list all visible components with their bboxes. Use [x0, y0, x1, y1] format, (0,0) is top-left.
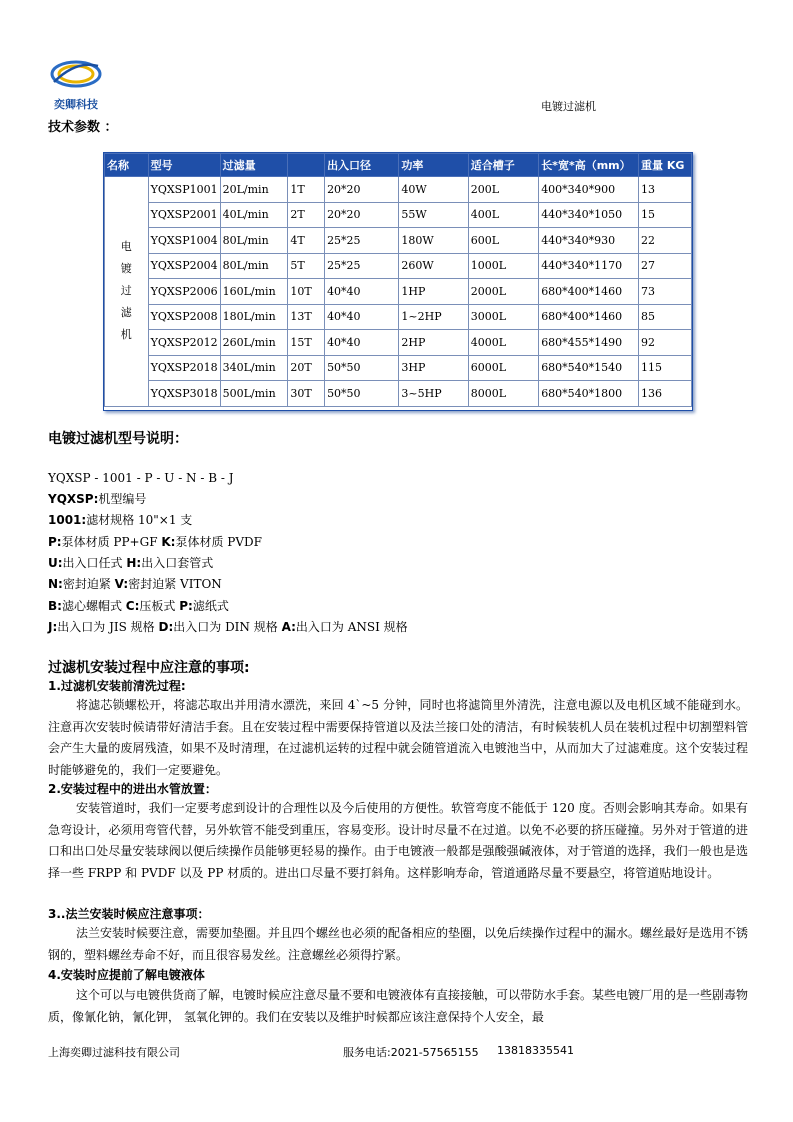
model-line: [48, 597, 229, 614]
table-cell: YQXSP1001: [148, 177, 220, 203]
footer-mobile: 13818335541: [497, 1044, 574, 1057]
table-cell: 1~2HP: [399, 304, 468, 330]
table-header-cell: 长*宽*高（mm）: [539, 154, 639, 177]
table-cell: 80L/min: [220, 228, 288, 254]
table-cell: 40*40: [325, 279, 399, 305]
table-row: [105, 228, 692, 254]
table-header-cell: 适合槽子: [468, 154, 538, 177]
model-value: 泵体材质 PVDF: [175, 534, 262, 549]
table-cell: 680*455*1490: [539, 330, 639, 356]
table-cell: 40*40: [325, 330, 399, 356]
table-cell: YQXSP1004: [148, 228, 220, 254]
table-cell: 500L/min: [220, 381, 288, 407]
model-key: B:: [48, 598, 62, 613]
table-cell: 136: [639, 381, 692, 407]
table-header-cell: 名称: [105, 154, 149, 177]
model-title: 电镀过滤机型号说明：: [48, 431, 188, 447]
model-key: V:: [114, 577, 129, 592]
model-line: [48, 618, 408, 635]
table-row: [105, 202, 692, 228]
model-value: 机型编号: [98, 492, 147, 506]
table-cell: YQXSP2006: [148, 279, 220, 305]
table-header-cell: 重量 KG: [639, 154, 692, 177]
table-cell: 400*340*900: [539, 177, 639, 203]
model-key: J:: [48, 619, 58, 634]
table-cell: 50*50: [325, 355, 399, 381]
table-cell: 680*540*1540: [539, 355, 639, 381]
table-cell: 260L/min: [220, 330, 288, 356]
section-3-title: 3..法兰安装时候应注意事项：: [48, 907, 210, 921]
table-cell: 3HP: [399, 355, 468, 381]
model-line: [48, 511, 192, 528]
model-key: N:: [48, 577, 63, 592]
table-cell: 680*540*1800: [539, 381, 639, 407]
model-code: YQXSP - 1001 - P - U - N - B - J: [48, 471, 234, 485]
model-line: [48, 490, 146, 507]
table-header-row: [105, 154, 692, 177]
tech-title: 技术参数 ：: [48, 120, 118, 135]
model-value: 滤心螺帽式: [61, 598, 126, 613]
table-cell: 50*50: [325, 381, 399, 407]
table-cell: YQXSP2008: [148, 304, 220, 330]
table-cell: 20*20: [325, 202, 399, 228]
table-cell: 20L/min: [220, 177, 288, 203]
table-cell: YQXSP2012: [148, 330, 220, 356]
table-cell: 8000L: [468, 381, 538, 407]
table-cell: 2000L: [468, 279, 538, 305]
table-row: [105, 177, 692, 203]
model-value: 滤材规格 10"×1 支: [86, 513, 193, 528]
table-row: [105, 279, 692, 305]
model-key: P:: [179, 598, 193, 613]
model-value: 出入口为 ANSI 规格: [295, 619, 408, 634]
table-cell: 40L/min: [220, 202, 288, 228]
table-row: [105, 253, 692, 279]
table-cell: 1HP: [399, 279, 468, 305]
table-cell: 40*40: [325, 304, 399, 330]
table-cell: 180L/min: [220, 304, 288, 330]
model-value: 出入口为 DIN 规格: [173, 619, 282, 634]
table-cell: 27: [639, 253, 692, 279]
model-line: [48, 575, 222, 592]
table-row: [105, 355, 692, 381]
model-key: H:: [126, 555, 142, 570]
table-cell: 3000L: [468, 304, 538, 330]
model-key: U:: [48, 555, 63, 570]
model-value: 滤纸式: [192, 598, 229, 613]
table-cell: 680*400*1460: [539, 304, 639, 330]
table-cell: 180W: [399, 228, 468, 254]
table-cell: 340L/min: [220, 355, 288, 381]
table-header-cell: [288, 154, 325, 177]
install-title: 过滤机安装过程中应注意的事项:: [48, 660, 250, 676]
table-cell: 15T: [288, 330, 325, 356]
table-cell: 2HP: [399, 330, 468, 356]
table-cell: 2T: [288, 202, 325, 228]
model-key: YQXSP:: [48, 492, 99, 506]
section-4-text: 这个可以与电镀供货商了解，电镀时候应注意尽量不要和电镀液体有直接接触，可以带防水手套。某些电镀厂用的是一些剧毒物质，像氰化钠，氰化钾， 氢氧化钾的。我们在安装以及维护时候都应该注意保持个人安全，最: [48, 988, 749, 1024]
table-cell: 680*400*1460: [539, 279, 639, 305]
table-cell: 20T: [288, 355, 325, 381]
table-cell: 115: [639, 355, 692, 381]
table-header-cell: 功率: [399, 154, 468, 177]
table-cell: 15: [639, 202, 692, 228]
table-cell: 30T: [288, 381, 325, 407]
side-label-char: 机: [120, 328, 132, 342]
table-cell: 1000L: [468, 253, 538, 279]
table-cell: YQXSP2004: [148, 253, 220, 279]
table-cell: YQXSP3018: [148, 381, 220, 407]
model-value: 出入口任式: [62, 555, 127, 570]
table-cell: 260W: [399, 253, 468, 279]
model-value: 密封迫紧 VITON: [128, 577, 222, 592]
table-row: [105, 381, 692, 407]
side-label-char: 滤: [120, 306, 132, 320]
table-header-cell: 型号: [148, 154, 220, 177]
table-cell: 25*25: [325, 228, 399, 254]
model-key: 1001:: [48, 513, 87, 528]
table-cell: 3~5HP: [399, 381, 468, 407]
model-value: 出入口套管式: [141, 555, 214, 570]
table-cell: 440*340*930: [539, 228, 639, 254]
table-cell: 440*340*1170: [539, 253, 639, 279]
model-line: [48, 533, 262, 550]
side-label-char: 电: [120, 240, 132, 254]
table-cell: 22: [639, 228, 692, 254]
model-line: [48, 554, 213, 571]
model-value: 压板式: [139, 598, 180, 613]
section-1-title: 1.过滤机安装前清洗过程:: [48, 679, 186, 693]
table-cell: 10T: [288, 279, 325, 305]
table-cell: 4T: [288, 228, 325, 254]
logo-swoosh-icon: [46, 52, 106, 96]
table-cell: 440*340*1050: [539, 202, 639, 228]
spec-table: [104, 153, 692, 407]
table-cell: 20*20: [325, 177, 399, 203]
table-cell: 13: [639, 177, 692, 203]
model-key: K:: [161, 534, 176, 549]
spec-table-frame: [103, 152, 693, 411]
table-cell: 92: [639, 330, 692, 356]
table-cell: 4000L: [468, 330, 538, 356]
table-cell: 73: [639, 279, 692, 305]
section-3-text: 法兰安装时候要注意，需要加垫圈。并且四个螺丝也必须的配备相应的垫圈，以免后续操作过程中的漏水。螺丝最好是选用不锈钢的，塑料螺丝寿命不好，而且很容易发丝。注意螺丝必须得拧紧。: [48, 926, 749, 962]
table-cell: 85: [639, 304, 692, 330]
side-label: [105, 177, 149, 407]
section-2-title: 2.安装过程中的进出水管放置：: [48, 782, 217, 796]
table-cell: 13T: [288, 304, 325, 330]
table-cell: 80L/min: [220, 253, 288, 279]
model-key: C:: [125, 598, 140, 613]
table-cell: 40W: [399, 177, 468, 203]
company-logo: [46, 52, 106, 114]
table-cell: 1T: [288, 177, 325, 203]
table-cell: 5T: [288, 253, 325, 279]
model-key: P:: [48, 534, 62, 549]
table-row: [105, 304, 692, 330]
table-row: [105, 330, 692, 356]
model-key: A:: [281, 619, 296, 634]
table-cell: 6000L: [468, 355, 538, 381]
table-body: [105, 177, 692, 407]
model-key: D:: [158, 619, 174, 634]
logo-text: 奕卿科技: [54, 98, 98, 111]
table-cell: 600L: [468, 228, 538, 254]
table-cell: 200L: [468, 177, 538, 203]
side-label-char: 镀: [120, 262, 132, 276]
section-4-title: 4.安装时应提前了解电镀液体: [48, 968, 205, 982]
model-value: 密封迫紧: [62, 577, 115, 592]
table-cell: 160L/min: [220, 279, 288, 305]
side-label-char: 过: [120, 284, 132, 298]
section-2-text: 安装管道时，我们一定要考虑到设计的合理性以及今后使用的方便性。软管弯度不能低于 120 度。否则会影响其寿命。如果有急弯设计，必须用弯管代替，另外软管不能受到重压，容易变形。设计时尽量不在过道。以免不必要的挤压碰撞。另外对于管道的进口和出口处尽量安装球阀以便后续操作员能够更轻易的操作。由于电镀液一般都是强酸强碱液体，对于管道的选择，我们一般也是选择一些 FRPP 和 PVDF 以及 PP 材质的。进出口尽量不要打斜角。这样影响寿命，管道通路尽量不要悬空，将管道贴地设计。: [48, 801, 748, 880]
table-cell: 25*25: [325, 253, 399, 279]
table-header-cell: 过滤量: [220, 154, 288, 177]
section-1-text: 将滤芯锁螺松开，将滤芯取出并用清水漂洗，来回 4`~5 分钟，同时也将滤筒里外清洗，注意电源以及电机区域不能碰到水。注意再次安装时候请带好清洁手套。且在安装过程中需要保持管道以及法兰接口处的清洁，有时候装机人员在装机过程中切割塑料管会产生大量的废屑残渣，如果不及时清理，在过滤机运转的过程中就会随管道流入电镀池当中，从而加大了过滤难度。这个安装过程时能够避免的，我们一定要避免。: [48, 698, 748, 777]
model-value: 泵体材质 PP+GF: [61, 534, 162, 549]
footer-service-phone: 服务电话:2021-57565155: [343, 1046, 479, 1059]
model-value: 出入口为 JIS 规格: [57, 619, 159, 634]
table-cell: 400L: [468, 202, 538, 228]
table-header-cell: 出入口径: [325, 154, 399, 177]
footer-company: 上海奕卿过滤科技有限公司: [48, 1046, 180, 1059]
doc-name: 电镀过滤机: [541, 100, 596, 113]
table-cell: 55W: [399, 202, 468, 228]
table-cell: YQXSP2001: [148, 202, 220, 228]
table-cell: YQXSP2018: [148, 355, 220, 381]
